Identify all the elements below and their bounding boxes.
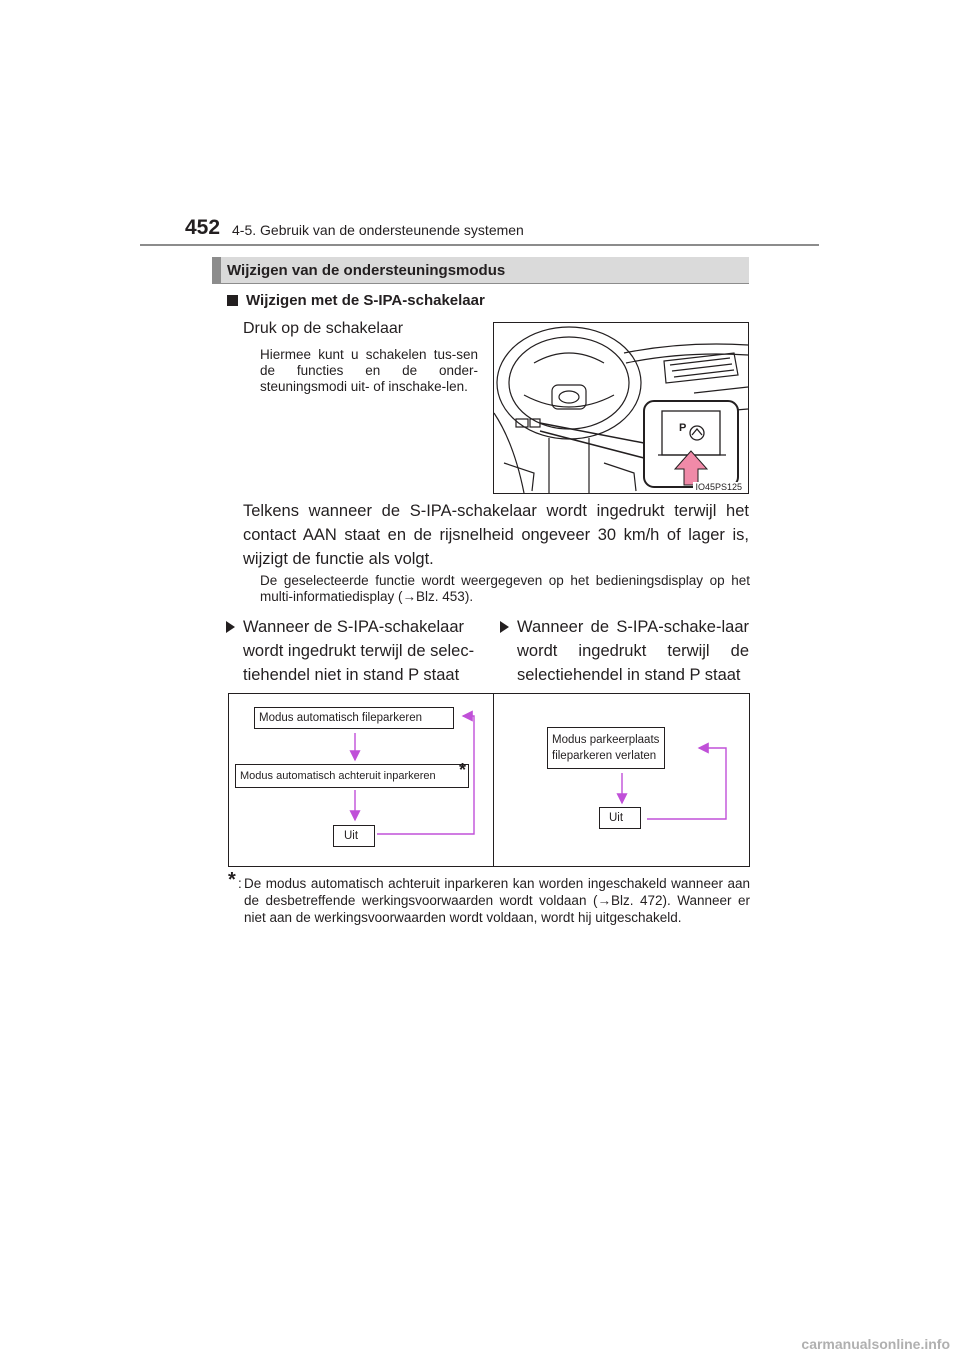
body-note: De geselecteerde functie wordt weergegeven op het bedieningsdisplay op het multi-informatiedisplay (→Blz. 453).	[260, 573, 750, 604]
mode-box-exit-line2: fileparkeren verlaten	[552, 750, 657, 762]
footnote-colon: :	[238, 876, 242, 891]
mode-box-reverse-parking	[235, 760, 469, 788]
mode-box-reverse-parking-label: Modus automatisch achteruit inparkeren	[240, 770, 436, 782]
triangle-bullet-icon	[500, 621, 509, 633]
condition-right-text: Wanneer de S-IPA-schake-laar wordt ingedrukt terwijl de selectiehendel in stand P staat	[517, 618, 749, 684]
svg-text:P: P	[679, 422, 687, 434]
switch-illustration	[493, 322, 749, 494]
section-title: Wijzigen van de ondersteuningsmodus	[227, 262, 506, 279]
header-rule	[140, 244, 819, 246]
mode-cycle-diagram	[228, 693, 750, 867]
subheading-text: Wijzigen met de S-IPA-schakelaar	[246, 292, 485, 309]
footnote-star: *	[228, 869, 236, 891]
illustration-code: IO45PS125	[695, 482, 742, 492]
subheading	[227, 292, 485, 309]
condition-left-text: Wanneer de S-IPA-schakelaar wordt ingedrukt terwijl de selec-tiehendel niet in stand P staat	[243, 618, 475, 684]
footnote-text: De modus automatisch achteruit inparkeren kan worden ingeschakeld wanneer aan de desbetreffende werkingsvoorwaarden wordt voldaan (→Blz. 472). Wanneer er niet aan de werkingsvoorwaarden wordt voldaan, wordt hij uitgeschakeld.	[244, 876, 750, 925]
section-heading-bar	[212, 257, 749, 284]
footnote-mark: *	[458, 760, 466, 780]
step-note: Hiermee kunt u schakelen tus-sen de functies en de onder-steuningsmodi uit- of inschake-len.	[260, 347, 478, 394]
mode-box-off-left: Uit	[333, 825, 375, 847]
mode-box-parallel-parking: Modus automatisch fileparkeren	[254, 707, 454, 729]
condition-left	[243, 615, 478, 687]
black-square-icon	[227, 295, 238, 306]
chapter-title: 4-5. Gebruik van de ondersteunende systemen	[232, 222, 524, 238]
mode-box-exit-line1: Modus parkeerplaats	[552, 734, 660, 746]
body-paragraph: Telkens wanneer de S-IPA-schakelaar wordt ingedrukt terwijl het contact AAN staat en de rijsnelheid ongeveer 30 km/h of lager is, wijzigt de functie als volgt.	[243, 502, 749, 568]
mode-box-off-right: Uit	[599, 807, 641, 829]
section-accent	[212, 257, 221, 284]
mode-box-exit-parallel	[547, 727, 665, 769]
dashboard-drawing	[494, 323, 748, 493]
step-instruction: Druk op de schakelaar	[243, 320, 404, 337]
triangle-bullet-icon	[226, 621, 235, 633]
footnote	[228, 869, 750, 926]
watermark: carmanualsonline.info	[801, 1336, 950, 1352]
condition-right	[517, 615, 749, 687]
page-number: 452	[185, 216, 221, 239]
